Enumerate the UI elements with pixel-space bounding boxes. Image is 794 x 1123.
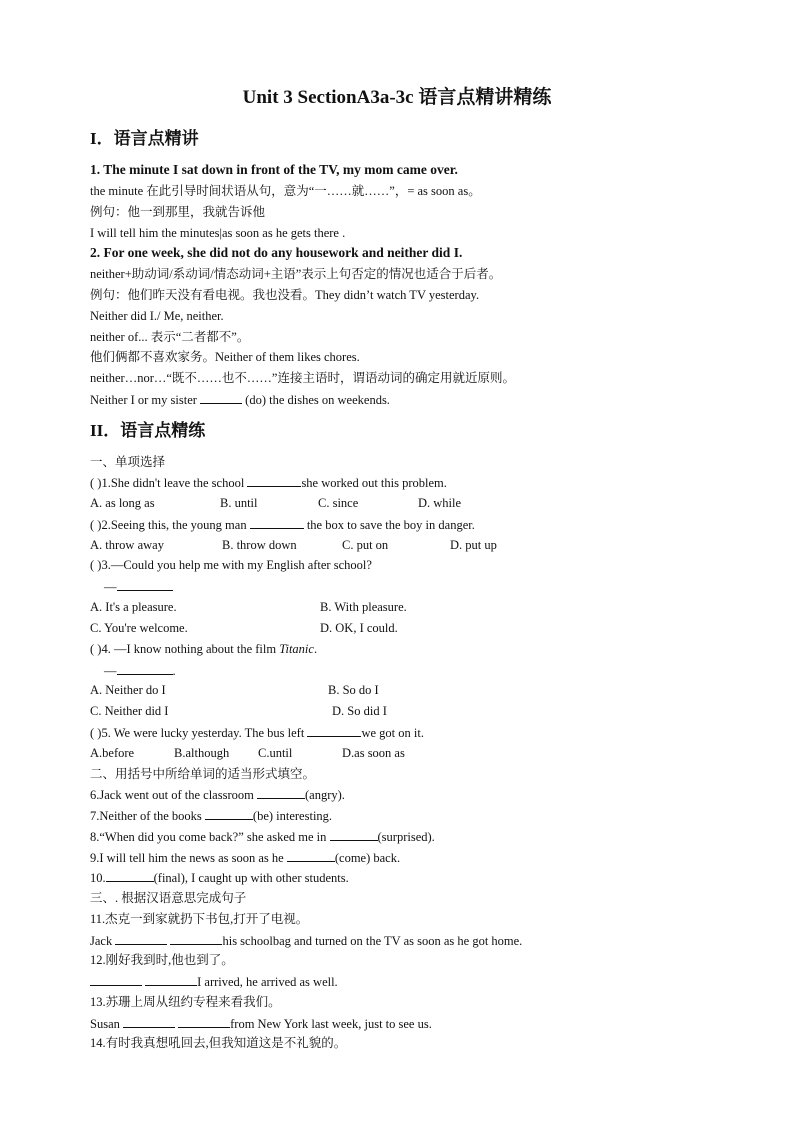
answer-blank[interactable] bbox=[247, 474, 301, 487]
part-2-title: 二、用括号中所给单词的适当形式填空。 bbox=[90, 767, 316, 781]
answer-blank[interactable] bbox=[257, 786, 305, 799]
question-text: (surprised). bbox=[377, 830, 435, 844]
answer-blank[interactable] bbox=[106, 869, 154, 882]
point-2-sentence: 2. For one week, she did not do any housework and neither did I. bbox=[90, 245, 463, 260]
q1-option-a[interactable]: A. as long as bbox=[90, 496, 155, 510]
film-title: Titanic bbox=[279, 642, 314, 656]
question-text: from New York last week, just to see us. bbox=[230, 1017, 432, 1031]
answer-paren[interactable]: ( ) bbox=[90, 726, 102, 740]
question-text: the box to save the boy in danger. bbox=[306, 518, 475, 532]
question-text: 5. We were lucky yesterday. The bus left bbox=[101, 726, 305, 740]
point-1-example-en: I will tell him the minutes|as soon as he gets there . bbox=[90, 226, 346, 240]
question-text: his schoolbag and turned on the TV as soon as he got home. bbox=[222, 934, 523, 948]
question-text: I arrived, he arrived as well. bbox=[197, 975, 338, 989]
part-1-title: 一、单项选择 bbox=[90, 455, 166, 469]
question-text: (be) interesting. bbox=[252, 809, 333, 823]
question-text: 4. —I know nothing about the film bbox=[101, 642, 277, 656]
point-2-explanation: neither+助动词/系动词/情态动词+主语”表示上句否定的情况也适合于后者。 bbox=[90, 267, 502, 281]
answer-blank[interactable] bbox=[170, 932, 222, 945]
question-3 bbox=[90, 557, 372, 573]
q4-option-a[interactable]: A. Neither do I bbox=[90, 683, 166, 697]
translate-13-en bbox=[90, 1015, 432, 1032]
fill-question-7 bbox=[90, 807, 332, 824]
question-text: 3.—Could you help me with my English after school? bbox=[101, 558, 372, 572]
fill-question-6 bbox=[90, 786, 345, 803]
answer-paren[interactable]: ( ) bbox=[90, 642, 102, 656]
answer-blank[interactable] bbox=[307, 724, 361, 737]
q5-option-b[interactable]: B.although bbox=[174, 746, 230, 760]
q4-option-c[interactable]: C. Neither did I bbox=[90, 704, 169, 718]
answer-blank[interactable] bbox=[117, 578, 173, 591]
q2-option-c[interactable]: C. put on bbox=[342, 538, 389, 552]
q5-option-a[interactable]: A.before bbox=[90, 746, 135, 760]
answer-paren[interactable]: ( ) bbox=[90, 518, 102, 532]
q3-option-d[interactable]: D. OK, I could. bbox=[320, 621, 398, 635]
section-heading-2: II．语言点精练 bbox=[90, 421, 206, 440]
answer-blank[interactable] bbox=[90, 973, 142, 986]
answer-blank[interactable] bbox=[287, 849, 335, 862]
q3-response-line bbox=[104, 578, 173, 595]
point-2-exercise bbox=[90, 391, 390, 408]
question-4 bbox=[90, 641, 317, 657]
question-text: 10. bbox=[90, 871, 106, 885]
q3-option-a[interactable]: A. It's a pleasure. bbox=[90, 600, 177, 614]
question-text: we got on it. bbox=[361, 726, 424, 740]
q1-option-c[interactable]: C. since bbox=[318, 496, 359, 510]
translate-11-en bbox=[90, 932, 522, 949]
question-text: 8.“When did you come back?” she asked me in bbox=[90, 830, 327, 844]
translate-11-cn: 11.杰克一到家就扔下书包,打开了电视。 bbox=[90, 912, 309, 926]
question-text: (final), I caught up with other students. bbox=[153, 871, 349, 885]
translate-12-en bbox=[90, 973, 338, 990]
point-2-example: 例句：他们昨天没有看电视。我也没看。They didn’t watch TV yesterday. bbox=[90, 288, 480, 302]
answer-blank[interactable] bbox=[178, 1015, 230, 1028]
question-text: 2.Seeing this, the young man bbox=[101, 518, 247, 532]
answer-paren[interactable]: ( ) bbox=[90, 476, 102, 490]
part-3-title: 三、. 根据汉语意思完成句子 bbox=[90, 891, 247, 905]
point-1-explanation: the minute 在此引导时间状语从句，意为“一……就……”，= as soon as。 bbox=[90, 184, 481, 198]
question-5 bbox=[90, 724, 424, 741]
q3-option-b[interactable]: B. With pleasure. bbox=[320, 600, 407, 614]
answer-blank[interactable] bbox=[250, 516, 304, 529]
point-2-neither-nor: neither…nor…“既不……也不……”连接主语时，谓语动词的确定用就近原则。 bbox=[90, 371, 515, 385]
question-text: . bbox=[313, 642, 318, 656]
q1-option-d[interactable]: D. while bbox=[418, 496, 462, 510]
question-text: she worked out this problem. bbox=[301, 476, 447, 490]
translate-13-cn: 13.苏珊上周从纽约专程来看我们。 bbox=[90, 995, 281, 1009]
question-text: (come) back. bbox=[334, 851, 401, 865]
question-text: 6.Jack went out of the classroom bbox=[90, 788, 254, 802]
q4-response-line bbox=[104, 662, 176, 679]
fill-question-9 bbox=[90, 849, 400, 866]
fill-question-10 bbox=[90, 869, 349, 886]
answer-blank[interactable] bbox=[205, 807, 253, 820]
point-2-example-answer: Neither did I./ Me, neither. bbox=[90, 309, 224, 323]
q2-option-d[interactable]: D. put up bbox=[450, 538, 497, 552]
q2-option-a[interactable]: A. throw away bbox=[90, 538, 164, 552]
translate-12-cn: 12.刚好我到时,他也到了。 bbox=[90, 953, 234, 967]
exercise-text: (do) the dishes on weekends. bbox=[245, 393, 390, 407]
point-1-example-cn: 例句：他一到那里，我就告诉他 bbox=[90, 205, 266, 219]
q4-option-d[interactable]: D. So did I bbox=[332, 704, 387, 718]
q2-option-b[interactable]: B. throw down bbox=[222, 538, 297, 552]
answer-blank[interactable] bbox=[200, 391, 242, 404]
question-1 bbox=[90, 474, 447, 491]
question-text: 9.I will tell him the news as soon as he bbox=[90, 851, 284, 865]
q5-option-d[interactable]: D.as soon as bbox=[342, 746, 405, 760]
page-title: Unit 3 SectionA3a-3c 语言点精讲精练 bbox=[242, 87, 552, 108]
answer-blank[interactable] bbox=[145, 973, 197, 986]
q5-option-c[interactable]: C.until bbox=[258, 746, 293, 760]
fill-question-8 bbox=[90, 828, 435, 845]
answer-blank[interactable] bbox=[117, 662, 173, 675]
answer-blank[interactable] bbox=[123, 1015, 175, 1028]
point-2-neither-of: neither of... 表示“二者都不”。 bbox=[90, 330, 250, 344]
dash: — bbox=[104, 664, 117, 678]
answer-blank[interactable] bbox=[115, 932, 167, 945]
q1-option-b[interactable]: B. until bbox=[220, 496, 258, 510]
question-text: Susan bbox=[90, 1017, 120, 1031]
question-text: 1.She didn't leave the school bbox=[101, 476, 245, 490]
q4-option-b[interactable]: B. So do I bbox=[328, 683, 379, 697]
translate-14-cn: 14.有时我真想吼回去,但我知道这是不礼貌的。 bbox=[90, 1036, 347, 1050]
section-heading-1: I．语言点精讲 bbox=[90, 129, 199, 148]
question-text: Jack bbox=[90, 934, 113, 948]
question-text: 7.Neither of the books bbox=[90, 809, 202, 823]
answer-paren[interactable]: ( ) bbox=[90, 558, 102, 572]
question-text: (angry). bbox=[304, 788, 345, 802]
point-1-sentence: 1. The minute I sat down in front of the TV, my mom came over. bbox=[90, 162, 458, 177]
exercise-text: Neither I or my sister bbox=[90, 393, 197, 407]
point-2-neither-of-example: 他们俩都不喜欢家务。Neither of them likes chores. bbox=[90, 350, 360, 364]
answer-blank[interactable] bbox=[330, 828, 378, 841]
question-2 bbox=[90, 516, 475, 533]
dot: . bbox=[172, 664, 176, 678]
q3-option-c[interactable]: C. You're welcome. bbox=[90, 621, 188, 635]
dash: — bbox=[104, 580, 117, 594]
